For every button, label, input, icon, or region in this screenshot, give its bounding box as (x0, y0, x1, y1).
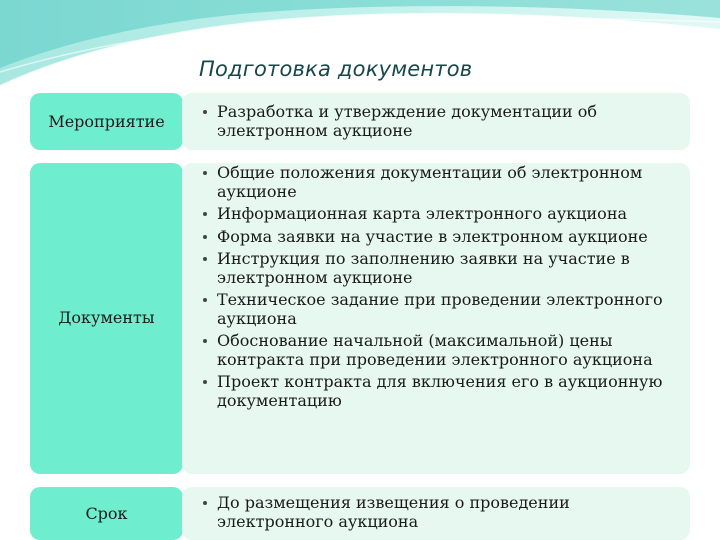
list-item: Обоснование начальной (максимальной) цены контракта при проведении электронного аукциона (200, 332, 678, 369)
row-content-event (182, 93, 690, 150)
list-item: Форма заявки на участие в электронном аукционе (200, 228, 678, 247)
row-label-deadline (30, 487, 183, 540)
list-item: Инструкция по заполнению заявки на участие в электронном аукционе (200, 250, 678, 287)
row-label-event (30, 93, 183, 150)
row-label-text: Срок (85, 504, 128, 523)
row-label-text: Документы (58, 308, 155, 327)
list-item: Общие положения документации об электронном аукционе (200, 164, 678, 201)
bullet-list (200, 103, 678, 140)
row-label-documents (30, 163, 183, 474)
row-label-text: Мероприятие (48, 112, 165, 131)
row-content-documents (182, 163, 690, 474)
list-item: До размещения извещения о проведении электронного аукциона (200, 494, 678, 531)
bullet-list (200, 494, 678, 531)
list-item: Техническое задание при проведении электронного аукциона (200, 291, 678, 328)
bullet-list (200, 164, 678, 410)
list-item: Проект контракта для включения его в аукционную документацию (200, 373, 678, 410)
list-item: Разработка и утверждение документации об электронном аукционе (200, 103, 678, 140)
row-content-deadline (182, 487, 690, 540)
slide-title: Подготовка документов (199, 57, 473, 81)
list-item: Информационная карта электронного аукциона (200, 205, 678, 224)
